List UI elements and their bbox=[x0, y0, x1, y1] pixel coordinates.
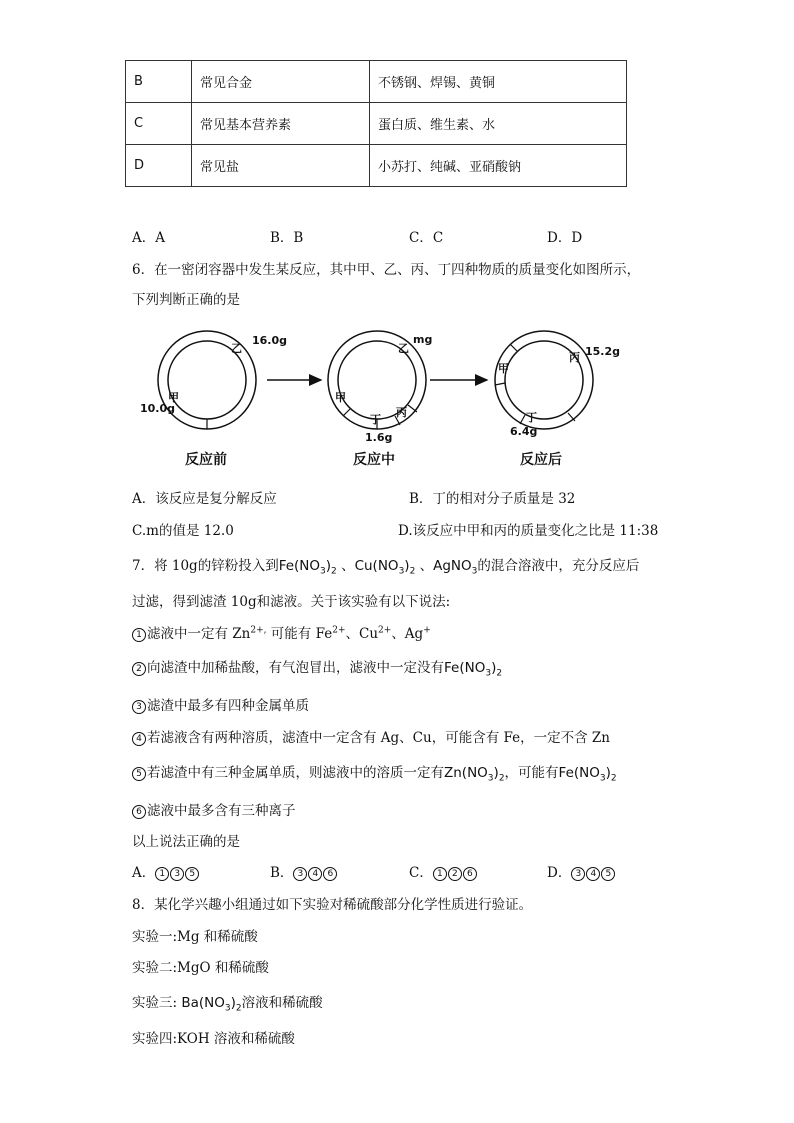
option-label: D． bbox=[547, 865, 572, 881]
table-cell: 不锈钢、焊锡、黄铜 bbox=[370, 61, 627, 103]
q5-option-a[interactable]: A．A bbox=[132, 230, 165, 246]
formula-fe-no3-2: $Fe(NO_3)_2$ bbox=[444, 660, 503, 679]
label-jia: 甲 bbox=[498, 362, 509, 375]
formula-text: Cu(NO bbox=[354, 558, 399, 574]
q5-option-c[interactable]: C．C bbox=[409, 230, 444, 246]
q8-experiment-4: 实验四:KOH 溶液和稀硫酸 bbox=[132, 1031, 295, 1047]
statement-1: 1 滤液中一定有 $Zn^{2+,}$ 可能有 $Fe^{2+}$、$Cu^{2+}$、Ag+ bbox=[132, 622, 431, 642]
stage-label: 反应中 bbox=[353, 452, 395, 468]
q6-stem-cont: 下列判断正确的是 bbox=[132, 292, 240, 308]
table-row bbox=[126, 103, 627, 145]
formula-agno3: AgNO$_3$ bbox=[433, 558, 478, 577]
circled-6-icon: 6 bbox=[132, 805, 146, 819]
option-label: B． bbox=[270, 865, 294, 881]
table-cell: 小苏打、纯碱、亚硝酸钠 bbox=[370, 145, 627, 187]
statement-text: 若滤液含有两种溶质，滤渣中一定含有 Ag、Cu，可能含有 Fe，一定不含 Zn bbox=[147, 730, 610, 746]
label-ding: 丁 bbox=[526, 411, 537, 424]
statement-text: 滤液中最多含有三种离子 bbox=[147, 803, 296, 819]
q8-experiment-1: 实验一:Mg 和稀硫酸 bbox=[132, 929, 258, 945]
q8-experiment-3 bbox=[132, 991, 323, 1014]
classification-table bbox=[125, 60, 627, 187]
circled-1-icon: 1 bbox=[132, 628, 146, 642]
label-ding: 丁 bbox=[370, 413, 381, 426]
formula-text: Fe(NO bbox=[558, 765, 600, 781]
label-bing: 丙 bbox=[569, 351, 580, 364]
statement-6 bbox=[132, 799, 296, 819]
statement-text: 滤渣中最多有四种金属单质 bbox=[147, 698, 309, 714]
table-cell: 常见基本营养素 bbox=[192, 103, 370, 145]
circled-4-icon: 4 bbox=[308, 867, 322, 881]
experiment-text: 溶液和稀硫酸 bbox=[241, 995, 323, 1011]
circled-6-icon: 6 bbox=[323, 867, 337, 881]
formula-cu-no3-2: $Cu(NO_3)_2$ bbox=[354, 558, 416, 577]
label-yi: 乙 bbox=[231, 342, 242, 355]
table-cell: B bbox=[126, 61, 192, 103]
formula-ba-no3-2: $Ba(NO_3)_2$ bbox=[181, 995, 242, 1014]
table-cell: 常见盐 bbox=[192, 145, 370, 187]
table-cell: C bbox=[126, 103, 192, 145]
label-bing: 丙 bbox=[396, 406, 407, 419]
circled-6-icon: 6 bbox=[463, 867, 477, 881]
q7-stem-prefix: 7．将 10g的锌粉投入到 bbox=[132, 558, 279, 574]
experiment-text: 实验三: bbox=[132, 995, 182, 1011]
q6-option-b[interactable]: B．丁的相对分子质量是 32 bbox=[409, 491, 576, 507]
q6-option-a[interactable]: A．该反应是复分解反应 bbox=[132, 491, 277, 507]
q8-stem: 8．某化学兴趣小组通过如下实验对稀硫酸部分化学性质进行验证。 bbox=[132, 897, 533, 913]
circled-5-icon: 5 bbox=[185, 867, 199, 881]
table-cell: 蛋白质、维生素、水 bbox=[370, 103, 627, 145]
formula-text: Fe(NO bbox=[444, 660, 486, 676]
statement-text: 若滤渣中有三种金属单质，则滤液中的溶质一定有 bbox=[147, 765, 444, 781]
formula-fe-no3-2: $Fe(NO_3)_2$ bbox=[558, 765, 617, 784]
q5-option-b[interactable]: B．B bbox=[270, 230, 304, 246]
circled-2-icon: 2 bbox=[132, 662, 146, 676]
circled-5-icon: 5 bbox=[132, 767, 146, 781]
statement-2 bbox=[132, 656, 502, 679]
ring-after bbox=[495, 331, 593, 429]
table-cell: D bbox=[126, 145, 192, 187]
label-jia: 甲 bbox=[335, 391, 346, 404]
label-jia: 甲 bbox=[168, 391, 179, 404]
circled-1-icon: 1 bbox=[155, 867, 169, 881]
q7-ask: 以上说法正确的是 bbox=[132, 834, 240, 850]
statement-5 bbox=[132, 761, 617, 784]
circled-3-icon: 3 bbox=[293, 867, 307, 881]
formula-zn-no3-2: $Zn(NO_3)_2$ bbox=[444, 765, 505, 784]
q7-option-a[interactable] bbox=[132, 861, 200, 881]
mass-ding: 1.6g bbox=[365, 431, 393, 444]
statement-text: ，可能有 bbox=[504, 765, 559, 781]
option-label: A． bbox=[132, 865, 156, 881]
formula-text: Fe(NO bbox=[278, 558, 321, 574]
option-label: C． bbox=[409, 865, 433, 881]
q6-option-d[interactable]: D.该反应中甲和丙的质量变化之比是 11:38 bbox=[398, 523, 659, 539]
circled-3-icon: 3 bbox=[571, 867, 585, 881]
formula-text: AgNO bbox=[433, 558, 472, 574]
mass-jia: 10.0g bbox=[140, 402, 176, 415]
circled-1-icon: 1 bbox=[433, 867, 447, 881]
statement-3 bbox=[132, 694, 309, 714]
table-row bbox=[126, 145, 627, 187]
q7-option-b[interactable] bbox=[270, 861, 338, 881]
circled-2-icon: 2 bbox=[448, 867, 462, 881]
q7-option-c[interactable] bbox=[409, 861, 478, 881]
mass-yi: 16.0g bbox=[252, 334, 288, 347]
circled-4-icon: 4 bbox=[132, 732, 146, 746]
formula-fe-no3-2: $Fe(NO_3)_2$ bbox=[278, 558, 337, 577]
formula-text: Ba(NO bbox=[181, 995, 225, 1011]
q7-stem-suffix: 的混合溶液中，充分反应后 bbox=[477, 558, 640, 574]
mass-ding: 6.4g bbox=[510, 425, 538, 438]
q7-stem-cont: 过滤，得到滤渣 10g和滤液。关于该实验有以下说法: bbox=[132, 594, 451, 610]
q8-experiment-2: 实验二:MgO 和稀硫酸 bbox=[132, 960, 269, 976]
statement-4 bbox=[132, 726, 610, 746]
stage-label: 反应前 bbox=[185, 452, 227, 468]
statement-text: 可能有 Fe bbox=[266, 626, 333, 642]
circled-4-icon: 4 bbox=[586, 867, 600, 881]
circled-5-icon: 5 bbox=[601, 867, 615, 881]
circled-3-icon: 3 bbox=[170, 867, 184, 881]
q6-stem: 6．在一密闭容器中发生某反应，其中甲、乙、丙、丁四种物质的质量变化如图所示， bbox=[132, 262, 641, 278]
table-row bbox=[126, 61, 627, 103]
q6-option-c[interactable]: C.m的值是 12.0 bbox=[132, 523, 234, 539]
mass-bing: 15.2g bbox=[585, 345, 621, 358]
circled-3-icon: 3 bbox=[132, 700, 146, 714]
q7-option-d[interactable] bbox=[547, 861, 616, 881]
mass-yi: mg bbox=[413, 333, 433, 346]
table-cell: 常见合金 bbox=[192, 61, 370, 103]
stage-label: 反应后 bbox=[520, 452, 562, 468]
q7-stem: 7．将 10g的锌粉投入到$Fe(NO_3)_2$ 、$Cu(NO_3)_2$ 、AgNO$_3$的混合溶液中，充分反应后 bbox=[132, 558, 640, 577]
statement-text: 滤液中一定有 Zn bbox=[147, 626, 251, 642]
label-yi: 乙 bbox=[398, 342, 409, 355]
statement-text: 向滤渣中加稀盐酸，有气泡冒出，滤液中一定没有 bbox=[147, 660, 444, 676]
q5-option-d[interactable]: D．D bbox=[547, 230, 583, 246]
